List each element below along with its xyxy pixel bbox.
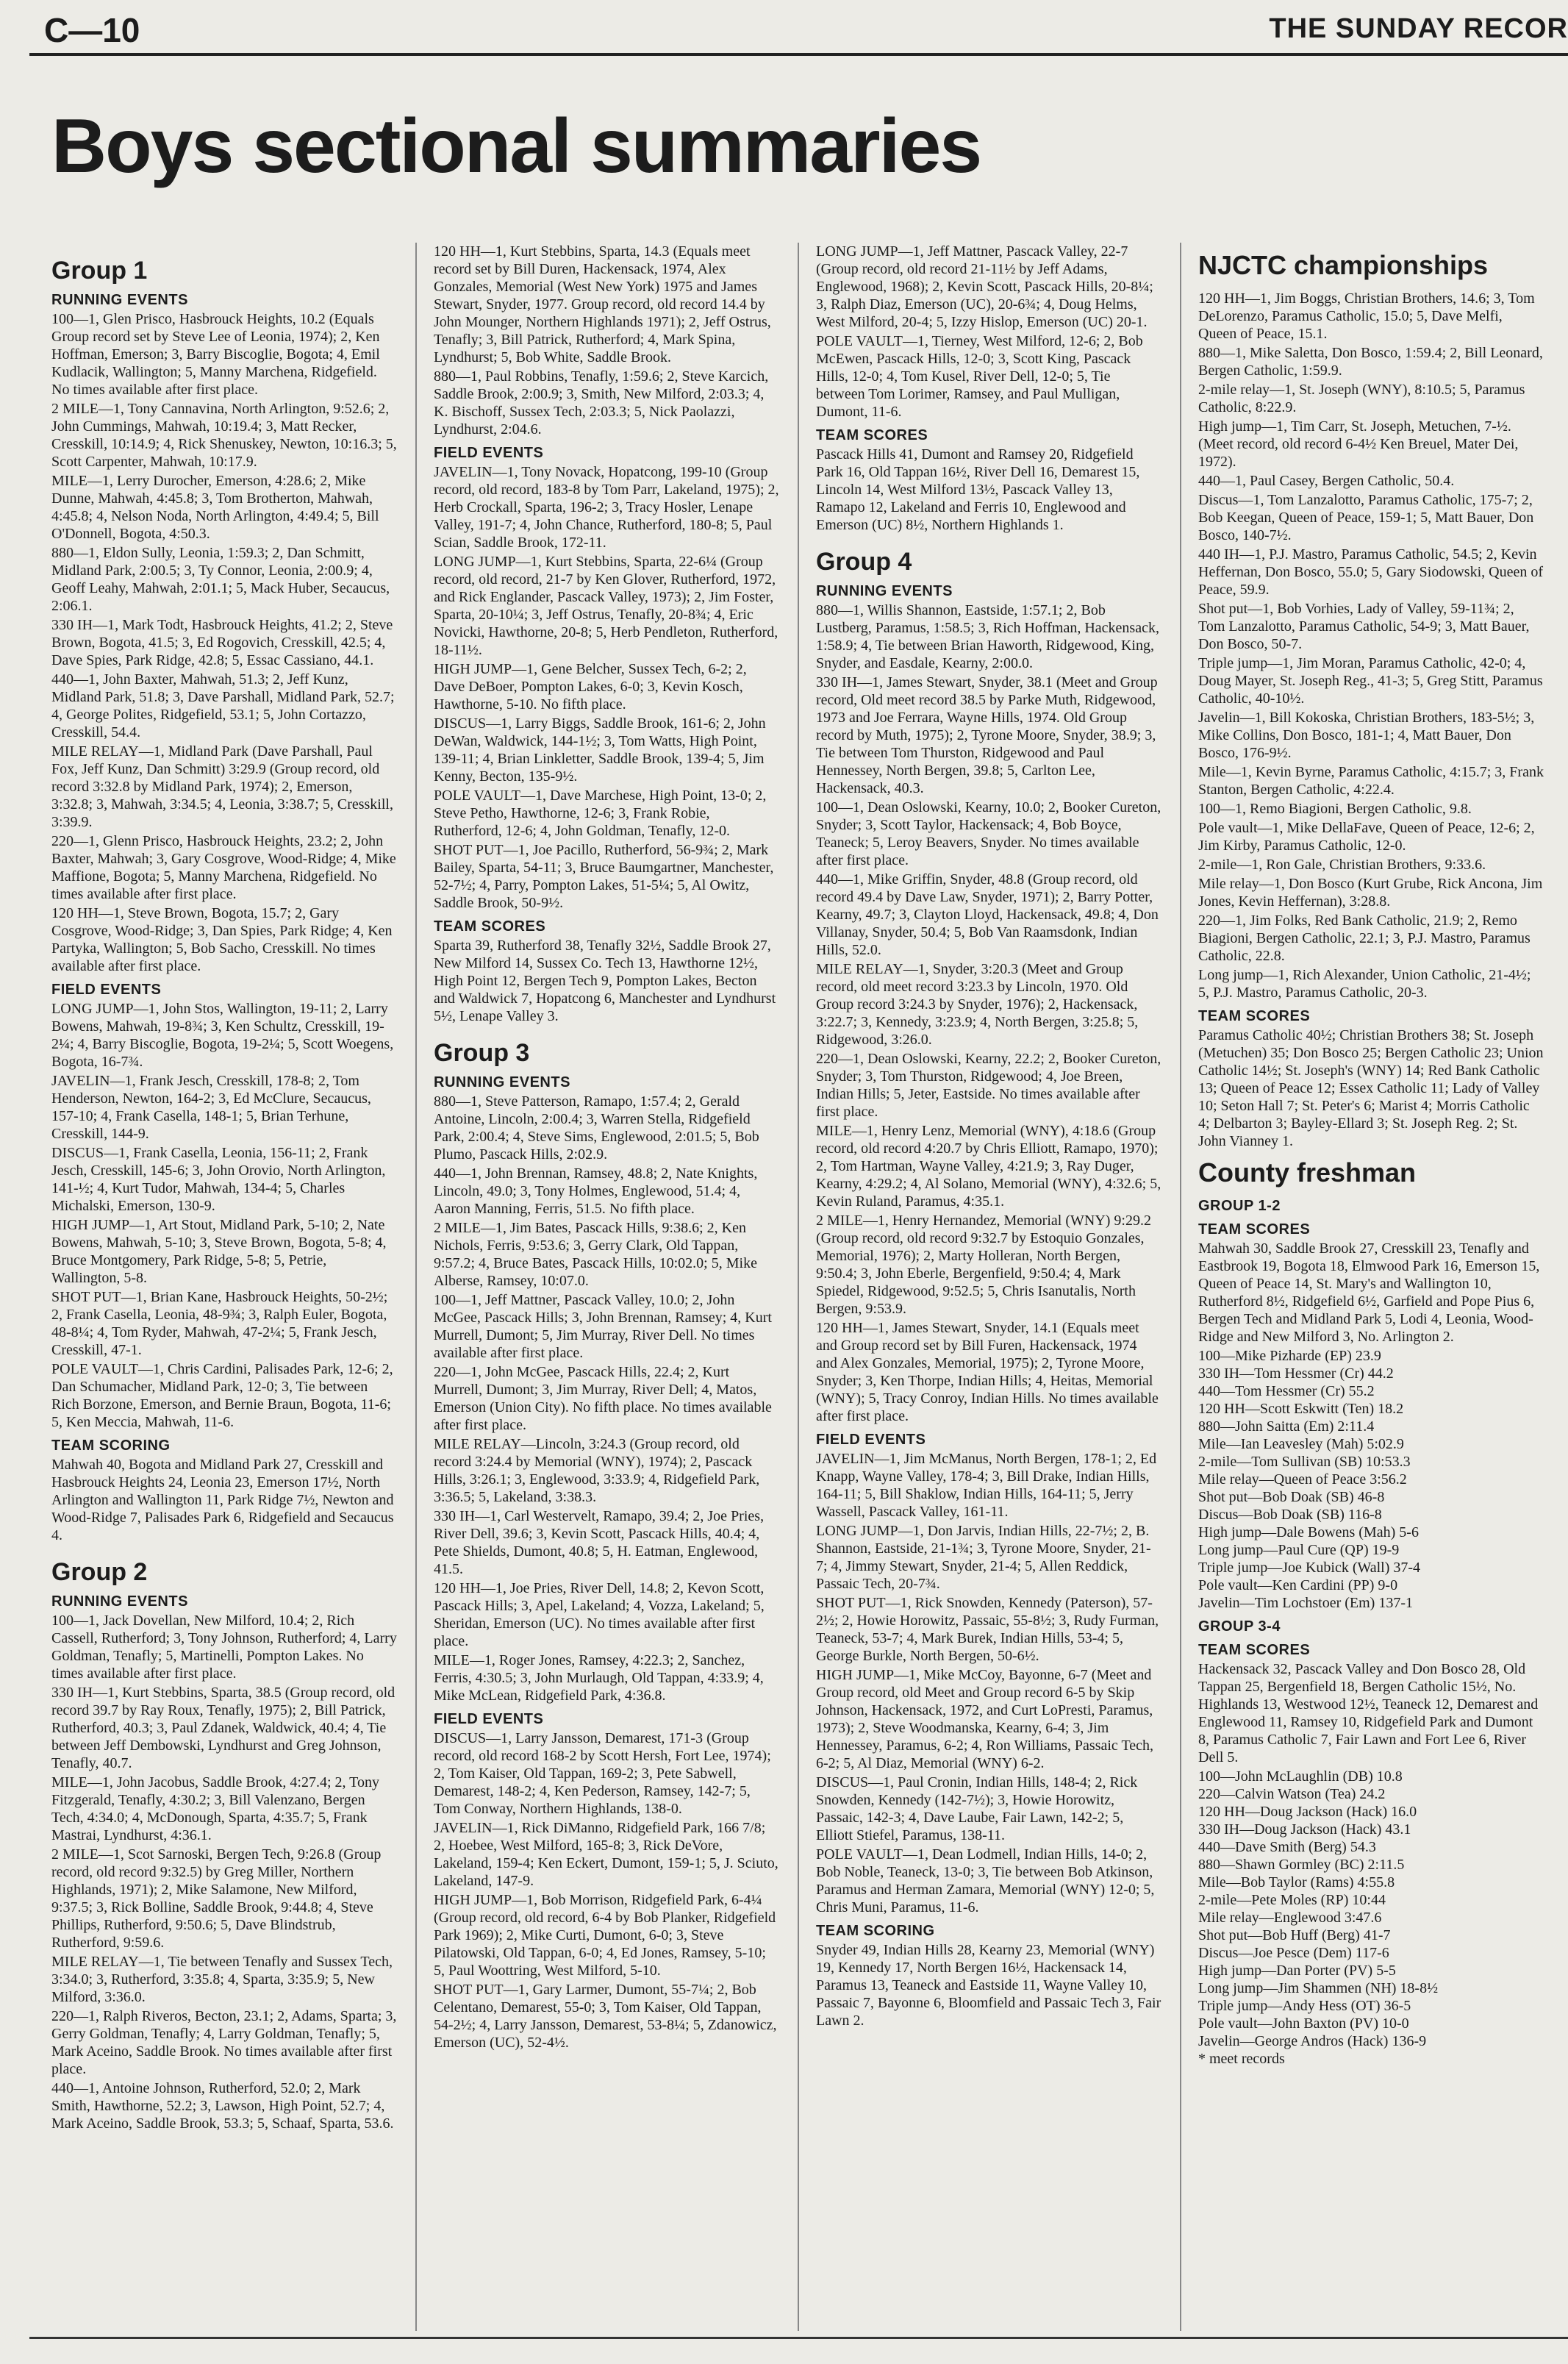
subheading: RUNNING EVENTS bbox=[51, 1593, 188, 1610]
result-paragraph: 100—1, Jeff Mattner, Pascack Valley, 10.0; 2, John McGee, Pascack Hills; 3, John Brennan, Ramsey; 4, Kurt Murrell, Dumont; 5, Jim Murray, River Dell. No times available after first place. bbox=[434, 1292, 772, 1361]
result-paragraph: 100—1, Remo Biagioni, Bergen Catholic, 9.8. bbox=[1198, 801, 1472, 817]
result-paragraph: JAVELIN—1, Jim McManus, North Bergen, 178-1; 2, Ed Knapp, Wayne Valley, 178-4; 3, Bill Drake, Indian Hills, 164-11; 5, Bill Shaklow, Indian Hills, 164-11; 5, Jerry Wassell, Pascack Valley, 161-11. bbox=[816, 1451, 1157, 1520]
column-3 bbox=[816, 243, 1161, 2031]
group-2-heading: Group 2 bbox=[51, 1558, 148, 1586]
group-4-heading: Group 4 bbox=[816, 548, 912, 576]
result-paragraph: 220—1, Dean Oslowski, Kearny, 22.2; 2, Booker Cureton, Snyder; 3, Tom Thurston, Ridgewood; 4, Joe Breen, Indian Hills; 5, Jeter, Eastside. No times available after first place. bbox=[816, 1051, 1161, 1120]
result-paragraph: LONG JUMP—1, Jeff Mattner, Pascack Valley, 22-7 (Group record, old record 21-11½ by Jeff Adams, Englewood, 1968); 2, Kevin Scott, Pascack Hills, 20-8¼; 3, Ralph Diaz, Emerson (UC), 20-6¾; 4, Doug Helms, West Milford, 20-4; 5, Izzy Hislop, Emerson (UC) 20-1. bbox=[816, 243, 1153, 330]
result-paragraph: MILE RELAY—1, Midland Park (Dave Parshall, Paul Fox, Jeff Kunz, Dan Schmitt) 3:29.9 (Group record, old record 3:32.8 by Midland Park, 1974); 2, Emerson, 3:32.8; 3, Mahwah, 3:34.5; 4, Leonia, 3:38.7; 5, Cresskill, 3:39.9. bbox=[51, 743, 393, 830]
result-paragraph: HIGH JUMP—1, Mike McCoy, Bayonne, 6-7 (Meet and Group record, old Meet and Group record 6-5 by Skip Johnson, Hackensack, 1972, and Curt LoPresti, Paramus, 1973); 2, Steve Woodmanska, Kearny, 6-4; 3, Jim Hennessey, Paramus, 6-2; 4, Ron Williams, Passaic Tech, 6-2; 5, Al Diaz, Memorial (WNY) 6-2. bbox=[816, 1667, 1154, 1771]
footer-rule bbox=[29, 2337, 1568, 2339]
result-paragraph: 220—1, Glenn Prisco, Hasbrouck Heights, 23.2; 2, John Baxter, Mahwah; 3, Gary Cosgrove, Wood-Ridge; 4, Mike Maffione, Bogota; 5, Manny Marchena, Ridgefield. No times available after first place. bbox=[51, 833, 396, 902]
result-paragraph: Shot put—1, Bob Vorhies, Lady of Valley, 59-11¾; 2, Tom Lanzalotto, Paramus Catholic, 54-9; 3, Matt Bauer, Don Bosco, 50-7. bbox=[1198, 601, 1530, 652]
result-paragraph: MILE—1, Henry Lenz, Memorial (WNY), 4:18.6 (Group record, old record 4:20.7 by Chris Elliott, Ramapo, 1970); 2, Tom Hartman, Wayne Valley, 4:21.9; 3, Ray Duger, Kearny, 4:29.2; 4, Al Solano, Memorial (WNY), 4:32.6; 5, Kevin Ruland, Paramus, 4:35.1. bbox=[816, 1123, 1161, 1210]
result-paragraph: Javelin—1, Bill Kokoska, Christian Brothers, 183-5½; 3, Mike Collins, Don Bosco, 181-1; 4, Matt Bauer, Don Bosco, 176-9½. bbox=[1198, 710, 1535, 761]
county-freshman-heading: County freshman bbox=[1198, 1157, 1417, 1188]
result-paragraph: 120 HH—1, Jim Boggs, Christian Brothers, 14.6; 3, Tom DeLorenzo, Paramus Catholic, 15.0; 5, Dave Melfi, Queen of Peace, 15.1. bbox=[1198, 290, 1535, 342]
newspaper-name: THE SUNDAY RECOR bbox=[1269, 13, 1568, 44]
result-paragraph: 120 HH—1, James Stewart, Snyder, 14.1 (Equals meet and Group record set by Bill Furen, Hackensack, 1974 and Alex Gonzales, Memorial, 1975); 2, Tyrone Moore, Snyder; 3, Ken Thorpe, Indian Hills; 4, Heitas, Memorial (WNY); 5, Tracy Conroy, Indian Hills. No times available after first place. bbox=[816, 1320, 1159, 1424]
subheading: TEAM SCORES bbox=[1198, 1221, 1311, 1238]
result-paragraph: DISCUS—1, Frank Casella, Leonia, 156-11; 2, Frank Jesch, Cresskill, 145-6; 3, John Orovio, North Arlington, 141-½; 4, Kurt Tudor, Mahwah, 134-4; 5, Charles Michalski, Emerson, 130-9. bbox=[51, 1145, 386, 1214]
result-paragraph: 440—1, John Brennan, Ramsey, 48.8; 2, Nate Knights, Lincoln, 49.0; 3, Tony Holmes, Englewood, 51.4; 4, Aaron Manning, Ferris, 51.5. No fifth place. bbox=[434, 1165, 758, 1217]
result-paragraph: JAVELIN—1, Rick DiManno, Ridgefield Park, 166 7/8; 2, Hoebee, West Milford, 165-8; 3, Rick DeVore, Lakeland, 159-4; Ken Eckert, Dumont, 159-1; 5, J. Sciuto, Lakeland, 147-9. bbox=[434, 1820, 778, 1889]
result-paragraph: JAVELIN—1, Frank Jesch, Cresskill, 178-8; 2, Tom Henderson, Newton, 164-2; 3, Ed McClure, Secaucus, 157-10; 4, Frank Casella, 148-1; 5, Brian Terhune, Cresskill, 144-9. bbox=[51, 1073, 371, 1142]
result-paragraph: Pole vault—1, Mike DellaFave, Queen of Peace, 12-6; 2, Jim Kirby, Paramus Catholic, 12-0. bbox=[1198, 820, 1535, 854]
subheading: FIELD EVENTS bbox=[816, 1432, 926, 1448]
column-divider bbox=[415, 243, 417, 2331]
result-paragraph: 330 IH—1, Mark Todt, Hasbrouck Heights, 41.2; 2, Steve Brown, Bogota, 41.5; 3, Ed Rogovich, Cresskill, 42.5; 4, Dave Spies, Park Ridge, 42.8; 5, Essac Cassiano, 44.1. bbox=[51, 617, 393, 668]
result-paragraph: HIGH JUMP—1, Bob Morrison, Ridgefield Park, 6-4¼ (Group record, old record, 6-4 by Bob Planker, Ridgefield Park 1969); 2, Mike Curti, Dumont, 6-0; 3, Steve Pilatowski, Old Tappan, 6-0; 4, Ed Jones, Ramsey, 5-10; 5, Paul Woottring, West Milford, 5-10. bbox=[434, 1892, 776, 1979]
team-scores: Sparta 39, Rutherford 38, Tenafly 32½, Saddle Brook 27, New Milford 14, Sussex Co. Tech 13, Hawthorne 12½, High Point 12, Bergen Tech 9, Pompton Lakes, Becton and Waldwick 7, Hopatcong 6, Manchester and Lyndhurst 5½, Lenape Valley 3. bbox=[434, 938, 776, 1024]
result-paragraph: MILE RELAY—1, Snyder, 3:20.3 (Meet and Group record, old meet record 3:23.3 by Lincoln, 1970. Old Group record 3:24.3 by Snyder, 1976); 2, Hackensack, 3:22.7; 3, Kennedy, 3:23.9; 4, North Bergen, 3:25.8; 5, Ridgewood, 3:26.0. bbox=[816, 961, 1139, 1048]
header-rule bbox=[29, 53, 1568, 56]
result-list: 100—John McLaughlin (DB) 10.8 220—Calvin Watson (Tea) 24.2 120 HH—Doug Jackson (Hack) 16.0 330 IH—Doug Jackson (Hack) 43.1 440—Dave Smith (Berg) 54.3 880—Shawn Gormley (BC) 2:11.5 Mile—Bob Taylor (Rams) 4:55.8 2-mile—Pete Moles (RP) 10:44 Mile relay—Englewood 3:47.6 Shot put—Bob Huff (Berg) 41-7 Discus—Joe Pesce (Dem) 117-6 High jump—Dan Porter (PV) 5-5 Long jump—Jim Shammen (NH) 18-8½ Triple jump—Andy Hess (OT) 36-5 Pole vault—John Baxton (PV) 10-0 Javelin—George Andros (Hack) 136-9 * meet records bbox=[1198, 1768, 1439, 2067]
result-paragraph: 2 MILE—1, Scot Sarnoski, Bergen Tech, 9:26.8 (Group record, old record 9:32.5) by Greg Miller, Northern Highlands, 1971); 2, Mike Salamone, New Milford, 9:37.5; 3, Rick Bolline, Saddle Brook, 9:44.8; 4, Steve Phillips, Rutherford, 9:50.6; 5, Dave Blindstrub, Rutherford, 9:59.6. bbox=[51, 1846, 382, 1951]
result-paragraph: Long jump—1, Rich Alexander, Union Catholic, 21-4½; 5, P.J. Mastro, Paramus Catholic, 20-3. bbox=[1198, 967, 1531, 1001]
result-paragraph: 880—1, Steve Patterson, Ramapo, 1:57.4; 2, Gerald Antoine, Lincoln, 2:00.4; 3, Warren Stella, Ridgefield Park, 2:00.4; 4, Steve Sims, Englewood, 2:01.5; 5, Bob Plumo, Pascack Hills, 2:02.9. bbox=[434, 1093, 759, 1163]
result-paragraph: 440—1, Paul Casey, Bergen Catholic, 50.4. bbox=[1198, 473, 1455, 489]
subheading: TEAM SCORES bbox=[434, 918, 546, 935]
result-paragraph: POLE VAULT—1, Dave Marchese, High Point, 13-0; 2, Steve Petho, Hawthorne, 12-6; 3, Frank Robie, Rutherford, 12-6; 4, John Goldman, Tenafly, 12-0. bbox=[434, 788, 767, 839]
result-paragraph: DISCUS—1, Larry Biggs, Saddle Brook, 161-6; 2, John DeWan, Waldwick, 144-1½; 3, Tom Watts, High Point, 139-11; 4, Brian Linkletter, Saddle Brook, 139-4; 5, Jim Kenny, Becton, 135-9½. bbox=[434, 715, 766, 785]
result-paragraph: 330 IH—1, James Stewart, Snyder, 38.1 (Meet and Group record, Old meet record 38.5 by Parke Muth, Ridgewood, 1973 and Joe Ferrara, Wayne Hills, 1974. Old Group record by Muth, 1975); 2, Tyrone Moore, Snyder, 38.9; 3, Tie between Tom Thurston, Ridgewood and Paul Hennessey, North Bergen, 39.8; 5, Carlton Lee, Hackensack, 40.3. bbox=[816, 674, 1158, 796]
result-paragraph: 2 MILE—1, Henry Hernandez, Memorial (WNY) 9:29.2 (Group record, old record 9:32.7 by Estoquio Gonzales, Memorial, 1976); 2, Marty Holleran, North Bergen, 9:50.4; 3, John Eberle, Bergenfield, 9:50.4; 4, Mark Spiedel, Ridgewood, 9:52.5; 5, Chris Isanutalis, North Bergen, 9:53.9. bbox=[816, 1213, 1151, 1317]
headline: Boys sectional summaries bbox=[51, 104, 981, 189]
result-paragraph: DISCUS—1, Larry Jansson, Demarest, 171-3 (Group record, old record 168-2 by Scott Hersh, Fort Lee, 1974); 2, Tom Kaiser, Old Tappan, 169-2; 3, Pete Sabwell, Demarest, 148-2; 4, Ken Pederson, Ramsey, 142-7; 5, Tom Conway, Northern Highlands, 138-0. bbox=[434, 1730, 771, 1817]
result-paragraph: 2 MILE—1, Jim Bates, Pascack Hills, 9:38.6; 2, Ken Nichols, Ferris, 9:53.6; 3, Gerry Clark, Old Tappan, 9:57.2; 4, Bruce Bates, Pascack Hills, 10:02.0; 5, Mike Alberse, Ramsey, 10:07.0. bbox=[434, 1220, 757, 1289]
subheading: TEAM SCORES bbox=[1198, 1008, 1311, 1024]
team-scores: Paramus Catholic 40½; Christian Brothers 38; St. Joseph (Metuchen) 35; Don Bosco 25; Bergen Catholic 23; Union Catholic 14½; St. Joseph's (WNY) 14; Red Bank Catholic 13; Queen of Peace 12; Essex Catholic 11; Lady of Valley 10; Seton Hall 7; St. Peter's 6; Marist 4; Morris Catholic 4; Delbarton 3; Bayley-Ellard 3; St. Joseph Reg. 2; St. John Vianney 1. bbox=[1198, 1027, 1544, 1149]
result-paragraph: 2 MILE—1, Tony Cannavina, North Arlington, 9:52.6; 2, John Cummings, Mahwah, 10:19.4; 3, Matt Recker, Cresskill, 10:14.9; 4, Rick Shenuskey, Newton, 10:16.3; 5, Scott Carpenter, Mahwah, 10:17.9. bbox=[51, 401, 397, 470]
result-paragraph: SHOT PUT—1, Rick Snowden, Kennedy (Paterson), 57-2½; 2, Howie Horowitz, Passaic, 55-8½; 3, Rudy Furman, Teaneck, 53-7; 4, Mark Burek, Indian Hills, 53-4; 5, George Burkle, North Bergen, 50-6½. bbox=[816, 1595, 1159, 1664]
group-3-heading: Group 3 bbox=[434, 1039, 530, 1067]
result-paragraph: LONG JUMP—1, John Stos, Wallington, 19-11; 2, Larry Bowens, Mahwah, 19-8¾; 3, Ken Schultz, Cresskill, 19-2¼; 4, Barry Biscoglie, Bogota, 19-2¼; 5, Scott Woegens, Bogota, 16-7¾. bbox=[51, 1001, 394, 1070]
result-paragraph: 120 HH—1, Joe Pries, River Dell, 14.8; 2, Kevon Scott, Pascack Hills; 3, Apel, Lakeland; 4, Vozza, Lakeland; 5, Sheridan, Emerson (UC). No times available after first place. bbox=[434, 1580, 765, 1649]
subheading: GROUP 1-2 bbox=[1198, 1198, 1281, 1214]
result-paragraph: 880—1, Mike Saletta, Don Bosco, 1:59.4; 2, Bill Leonard, Bergen Catholic, 1:59.9. bbox=[1198, 345, 1543, 379]
result-paragraph: 330 IH—1, Carl Westervelt, Ramapo, 39.4; 2, Joe Pries, River Dell, 39.6; 3, Kevin Scott, Pascack Hills, 40.4; 4, Pete Shields, Dumont, 40.8; 5, H. Eatman, Englewood, 41.5. bbox=[434, 1508, 765, 1577]
subheading: RUNNING EVENTS bbox=[434, 1074, 570, 1090]
result-paragraph: HIGH JUMP—1, Art Stout, Midland Park, 5-10; 2, Nate Bowens, Mahwah, 5-10; 3, Steve Brown, Bogota, 5-8; 4, Bruce Montgomery, Park Ridge, 5-8; 5, Petrie, Wallington, 5-8. bbox=[51, 1217, 387, 1286]
group-1-heading: Group 1 bbox=[51, 257, 148, 285]
subheading: GROUP 3-4 bbox=[1198, 1618, 1281, 1635]
team-scores: Pascack Hills 41, Dumont and Ramsey 20, Ridgefield Park 16, Old Tappan 16½, River Dell 16, Demarest 15, Lincoln 14, West Milford 13½, Pascack Valley 13, Ramapo 12, Lakeland and Ferris 10, Englewood and Emerson (UC) 8½, Northern Highlands 1. bbox=[816, 446, 1140, 533]
result-paragraph: Triple jump—1, Jim Moran, Paramus Catholic, 42-0; 4, Doug Mayer, St. Joseph Reg., 41-3; 5, Greg Stitt, Paramus Catholic, 40-10½. bbox=[1198, 655, 1543, 707]
team-scores: Hackensack 32, Pascack Valley and Don Bosco 28, Old Tappan 25, Bergenfield 18, Bergen Catholic 15½, No. Highlands 13, Westwood 12½, Teaneck 12, Demarest and Englewood 11, Ramsey 10, Ridgefield Park and Dumont 8, Paramus Catholic 7, Fair Lawn and Fort Lee 6, River Dell 5. bbox=[1198, 1661, 1539, 1765]
result-paragraph: JAVELIN—1, Tony Novack, Hopatcong, 199-10 (Group record, old record, 183-8 by Tom Parr, Lakeland, 1975); 2, Herb Crockall, Sparta, 196-2; 3, Tracy Hosler, Lenape Valley, 191-7; 4, John Chance, Rutherford, 180-8; 5, Paul Scian, Saddle Brook, 172-11. bbox=[434, 464, 779, 551]
result-paragraph: LONG JUMP—1, Don Jarvis, Indian Hills, 22-7½; 2, B. Shannon, Eastside, 21-1¾; 3, Tyrone Moore, Snyder, 21-7; 4, Jimmy Stewart, Snyder, 21-4; 5, Allen Reddick, Passaic Tech, 20-7¾. bbox=[816, 1523, 1151, 1592]
njctc-heading: NJCTC championships bbox=[1198, 250, 1489, 280]
result-paragraph: 880—1, Paul Robbins, Tenafly, 1:59.6; 2, Steve Karcich, Saddle Brook, 2:00.9; 3, Smith, New Milford, 2:03.3; 4, K. Bischoff, Sussex Tech, 2:03.3; 5, Nick Paolazzi, Lyndhurst, 2:04.6. bbox=[434, 368, 769, 438]
result-paragraph: 220—1, Ralph Riveros, Becton, 23.1; 2, Adams, Sparta; 3, Gerry Goldman, Tenafly; 4, Larry Goldman, Tenafly; 5, Mark Aceino, Saddle Brook. No times available after first place. bbox=[51, 2008, 397, 2077]
subheading: FIELD EVENTS bbox=[51, 982, 162, 998]
result-paragraph: 880—1, Eldon Sully, Leonia, 1:59.3; 2, Dan Schmitt, Midland Park, 2:00.5; 3, Ty Connor, Leonia, 2:00.9; 4, Geoff Leahy, Mahwah, 2:01.1; 5, Mack Huber, Secaucus, 2:06.1. bbox=[51, 545, 390, 614]
subheading: FIELD EVENTS bbox=[434, 445, 544, 461]
result-paragraph: 220—1, John McGee, Pascack Hills, 22.4; 2, Kurt Murrell, Dumont; 3, Jim Murray, River Dell; 4, Matos, Emerson (Union City). No fifth place. No times available after first place. bbox=[434, 1364, 772, 1433]
result-paragraph: High jump—1, Tim Carr, St. Joseph, Metuchen, 7-½. (Meet record, old record 6-4½ Ken Breuel, Mater Dei, 1972). bbox=[1198, 418, 1519, 470]
result-paragraph: POLE VAULT—1, Tierney, West Milford, 12-6; 2, Bob McEwen, Pascack Hills, 12-0; 3, Scott King, Pascack Hills, 12-0; 4, Tom Kusel, River Dell, 12-0; 5, Tie between Tom Lorimer, Ramsey, and Paul Mulligan, Dumont, 11-6. bbox=[816, 333, 1143, 420]
page-folio: C—10 bbox=[44, 11, 140, 49]
column-1 bbox=[51, 243, 397, 2134]
result-paragraph: MILE—1, Lerry Durocher, Emerson, 4:28.6; 2, Mike Dunne, Mahwah, 4:45.8; 3, Tom Brotherton, Mahwah, 4:45.8; 4, Nelson Noda, North Arlington, 4:49.4; 5, Bill O'Donnell, Bogota, 4:50.3. bbox=[51, 473, 379, 542]
subheading: TEAM SCORES bbox=[1198, 1642, 1311, 1658]
team-scores: Mahwah 40, Bogota and Midland Park 27, Cresskill and Hasbrouck Heights 24, Leonia 23, Emerson 17½, North Arlington and Wallington 11, Park Ridge 7½, Newton and Wood-Ridge 7, Palisades Park 6, Ridgefield and Secaucus 4. bbox=[51, 1457, 394, 1543]
column-divider bbox=[1180, 243, 1181, 2331]
result-paragraph: 120 HH—1, Steve Brown, Bogota, 15.7; 2, Gary Cosgrove, Wood-Ridge; 3, Dan Spies, Park Ridge; 4, Ken Partyka, Wallington; 5, Bob Sacho, Cresskill. No times available after first place. bbox=[51, 905, 393, 974]
result-paragraph: DISCUS—1, Paul Cronin, Indian Hills, 148-4; 2, Rick Snowden, Kennedy (142-7½); 3, Howie Horowitz, Passaic, 142-3; 4, Dave Laube, Fair Lawn, 142-2; 5, Elliott Stiefel, Paramus, 138-11. bbox=[816, 1774, 1138, 1843]
result-list: 100—Mike Pizharde (EP) 23.9 330 IH—Tom Hessmer (Cr) 44.2 440—Tom Hessmer (Cr) 55.2 120 HH—Scott Eskwitt (Ten) 18.2 880—John Saitta (Em) 2:11.4 Mile—Ian Leavesley (Mah) 5:02.9 2-mile—Tom Sullivan (SB) 10:53.3 Mile relay—Queen of Peace 3:56.2 Shot put—Bob Doak (SB) 46-8 Discus—Bob Doak (SB) 116-8 High jump—Dale Bowens (Mah) 5-6 Long jump—Paul Cure (QP) 19-9 Triple jump—Joe Kubick (Wall) 37-4 Pole vault—Ken Cardini (PP) 9-0 Javelin—Tim Lochstoer (Em) 137-1 bbox=[1198, 1348, 1421, 1611]
result-paragraph: 440—1, John Baxter, Mahwah, 51.3; 2, Jeff Kunz, Midland Park, 51.8; 3, Dave Parshall, Midland Park, 52.7; 4, George Polites, Ridgefield, 53.1; 5, John Cortazzo, Cresskill, 54.4. bbox=[51, 671, 395, 740]
result-paragraph: POLE VAULT—1, Chris Cardini, Palisades Park, 12-6; 2, Dan Schumacher, Midland Park, 12-0; 3, Tie between Rich Borzone, Emerson, and Bernie Braun, Bogota, 11-6; 5, Ken Meccia, Mahwah, 11-6. bbox=[51, 1361, 393, 1430]
column-2 bbox=[434, 243, 779, 2053]
result-paragraph: 2-mile relay—1, St. Joseph (WNY), 8:10.5; 5, Paramus Catholic, 8:22.9. bbox=[1198, 382, 1525, 415]
result-paragraph: POLE VAULT—1, Dean Lodmell, Indian Hills, 14-0; 2, Bob Noble, Teaneck, 13-0; 3, Tie between Bob Atkinson, Paramus and Herman Zamara, Memorial (WNY) 12-0; 5, Chris Muni, Paramus, 11-6. bbox=[816, 1846, 1155, 1915]
team-scores: Mahwah 30, Saddle Brook 27, Cresskill 23, Tenafly and Eastbrook 19, Bogota 18, Elmwood Park 16, Emerson 15, Queen of Peace 14, St. Mary's and Wallington 10, Rutherford 8½, Ridgefield 6½, Garfield and Pope Pius 6, Bergen Tech and Midland Park 5, Lodi 4, Leonia, Wood-Ridge and New Milford 3, No. Arlington 2. bbox=[1198, 1240, 1540, 1345]
subheading: TEAM SCORING bbox=[51, 1438, 171, 1454]
result-paragraph: 100—1, Glen Prisco, Hasbrouck Heights, 10.2 (Equals Group record set by Steve Lee of Leonia, 1974); 2, Ken Hoffman, Emerson; 3, Barry Biscoglie, Bogota; 4, Emil Kudlacik, Wallington; 5, Manny Marchena, Ridgefield. No times available after first place. bbox=[51, 311, 380, 398]
result-paragraph: MILE RELAY—1, Tie between Tenafly and Sussex Tech, 3:34.0; 3, Rutherford, 3:35.8; 4, Sparta, 3:35.9; 5, New Milford, 3:36.0. bbox=[51, 1954, 393, 2005]
result-paragraph: 100—1, Jack Dovellan, New Milford, 10.4; 2, Rich Cassell, Rutherford; 3, Tony Johnson, Rutherford; 4, Larry Goldman, Tenafly; 5, Martinelli, Pompton Lakes. No times available after first place. bbox=[51, 1613, 397, 1682]
subheading: RUNNING EVENTS bbox=[816, 583, 953, 599]
result-paragraph: Mile relay—1, Don Bosco (Kurt Grube, Rick Ancona, Jim Jones, Kevin Heffernan), 3:28.8. bbox=[1198, 876, 1543, 910]
result-paragraph: 440 IH—1, P.J. Mastro, Paramus Catholic, 54.5; 2, Kevin Heffernan, Don Bosco, 55.0; 5, Gary Siodowski, Queen of Peace, 59.9. bbox=[1198, 546, 1543, 598]
result-paragraph: SHOT PUT—1, Joe Pacillo, Rutherford, 56-9¾; 2, Mark Bailey, Sparta, 54-11; 3, Bruce Baumgartner, Manchester, 52-7½; 4, Parry, Pompton Lakes, 51-5¼; 5, Al Owitz, Saddle Brook, 50-9½. bbox=[434, 842, 774, 911]
result-paragraph: SHOT PUT—1, Brian Kane, Hasbrouck Heights, 50-2½; 2, Frank Casella, Leonia, 48-9¾; 3, Ralph Euler, Bogota, 48-8¼; 4, Tom Ryder, Mahwah, 47-2¼; 5, Frank Jesch, Cresskill, 47-1. bbox=[51, 1289, 388, 1358]
result-paragraph: 120 HH—1, Kurt Stebbins, Sparta, 14.3 (Equals meet record set by Bill Duren, Hackensack, 1974, Alex Gonzales, Memorial (West New York) 1975 and James Stewart, Snyder, 1977. Group record, old record 14.4 by John Mounger, Northern Highlands 1971); 2, Jeff Ostrus, Tenafly; 3, Bill Patrick, Rutherford; 4, Mark Spina, Lyndhurst; 5, Bob White, Saddle Brook. bbox=[434, 243, 771, 365]
result-paragraph: MILE RELAY—Lincoln, 3:24.3 (Group record, old record 3:24.4 by Memorial (WNY), 1974); 2, Pascack Hills, 3:26.1; 3, Englewood, 3:33.9; 4, Ridgefield Park, 3:36.5; 5, Lakeland, 3:38.3. bbox=[434, 1436, 760, 1505]
result-paragraph: 330 IH—1, Kurt Stebbins, Sparta, 38.5 (Group record, old record 39.7 by Ray Roux, Tenafly, 1975); 2, Bill Patrick, Rutherford, 40.3; 3, Paul Zdanek, Waldwick, 40.4; 4, Tie between Jeff Dembowski, Lyndhurst and Greg Johnson, Tenafly, 40.7. bbox=[51, 1685, 395, 1771]
column-4 bbox=[1198, 243, 1544, 2069]
result-paragraph: LONG JUMP—1, Kurt Stebbins, Sparta, 22-6¼ (Group record, old record, 21-7 by Ken Glover, Rutherford, 1972, and Rick Englander, Pascack Valley, 1973); 2, Jim Foster, Sparta, 20-10¼; 3, Jeff Ostrus, Tenafly, 20-8¾; 4, Eric Novicki, Hawthorne, 20-8; 5, Herb Pendleton, Rutherford, 18-11½. bbox=[434, 554, 778, 658]
result-paragraph: 440—1, Antoine Johnson, Rutherford, 52.0; 2, Mark Smith, Hawthorne, 52.2; 3, Lawson, High Point, 52.7; 4, Mark Aceino, Saddle Brook, 53.3; 5, Schaaf, Sparta, 53.6. bbox=[51, 2080, 394, 2132]
result-paragraph: MILE—1, John Jacobus, Saddle Brook, 4:27.4; 2, Tony Fitzgerald, Tenafly, 4:30.2; 3, Bill Valenzano, Bergen Tech, 4:34.0; 4, McDonough, Sparta, 4:35.7; 5, Frank Mastrai, Lyndhurst, 4:36.1. bbox=[51, 1774, 379, 1843]
column-divider bbox=[798, 243, 799, 2331]
subheading: RUNNING EVENTS bbox=[51, 292, 188, 308]
result-paragraph: Mile—1, Kevin Byrne, Paramus Catholic, 4:15.7; 3, Frank Stanton, Bergen Catholic, 4:22.4. bbox=[1198, 764, 1544, 798]
result-paragraph: 440—1, Mike Griffin, Snyder, 48.8 (Group record, old record 49.4 by Dave Law, Snyder, 1971); 2, Barry Potter, Kearny, 49.7; 3, Clayton Lloyd, Hackensack, 49.8; 4, Don Villanay, Snyder, 50.4; 5, Bob Van Raamsdonk, Indian Hills, 52.0. bbox=[816, 871, 1159, 958]
team-scores: Snyder 49, Indian Hills 28, Kearny 23, Memorial (WNY) 19, Kennedy 17, North Bergen 16½, Hackensack 14, Paramus 13, Teaneck and Eastside 11, Wayne Valley 10, Passaic 7, Bayonne 6, Bloomfield and Passaic Tech 3, Fair Lawn 2. bbox=[816, 1942, 1161, 2029]
result-paragraph: HIGH JUMP—1, Gene Belcher, Sussex Tech, 6-2; 2, Dave DeBoer, Pompton Lakes, 6-0; 3, Kevin Kosch, Hawthorne, 5-10. No fifth place. bbox=[434, 661, 747, 713]
result-paragraph: SHOT PUT—1, Gary Larmer, Dumont, 55-7¼; 2, Bob Celentano, Demarest, 55-0; 3, Tom Kaiser, Old Tappan, 54-2½; 4, Larry Jansson, Demarest, 53-8¼; 5, Zdanowicz, Emerson (UC), 52-4½. bbox=[434, 1982, 777, 2051]
subheading: FIELD EVENTS bbox=[434, 1711, 544, 1727]
result-paragraph: Discus—1, Tom Lanzalotto, Paramus Catholic, 175-7; 2, Bob Keegan, Queen of Peace, 159-1; 5, Matt Bauer, Don Bosco, 140-7½. bbox=[1198, 492, 1534, 543]
subheading: TEAM SCORES bbox=[816, 427, 928, 443]
result-paragraph: 2-mile—1, Ron Gale, Christian Brothers, 9:33.6. bbox=[1198, 857, 1486, 873]
result-paragraph: 880—1, Willis Shannon, Eastside, 1:57.1; 2, Bob Lustberg, Paramus, 1:58.5; 3, Rich Hoffman, Hackensack, 1:58.9; 4, Tie between Brian Haworth, Ridgewood, King, Snyder, and Easdale, Kearny, 2:00.0. bbox=[816, 602, 1159, 671]
result-paragraph: MILE—1, Roger Jones, Ramsey, 4:22.3; 2, Sanchez, Ferris, 4:30.5; 3, John Murlaugh, Old Tappan, 4:33.9; 4, Mike McLean, Ridgefield Park, 4:36.8. bbox=[434, 1652, 764, 1704]
result-paragraph: 100—1, Dean Oslowski, Kearny, 10.0; 2, Booker Cureton, Snyder; 3, Scott Taylor, Hackensack; 4, Bob Boyce, Teaneck; 5, Leroy Beavers, Snyder. No times available after first place. bbox=[816, 799, 1161, 868]
result-paragraph: 220—1, Jim Folks, Red Bank Catholic, 21.9; 2, Remo Biagioni, Bergen Catholic, 22.1; 3, P.J. Mastro, Paramus Catholic, 22.8. bbox=[1198, 913, 1531, 964]
subheading: TEAM SCORING bbox=[816, 1923, 935, 1939]
